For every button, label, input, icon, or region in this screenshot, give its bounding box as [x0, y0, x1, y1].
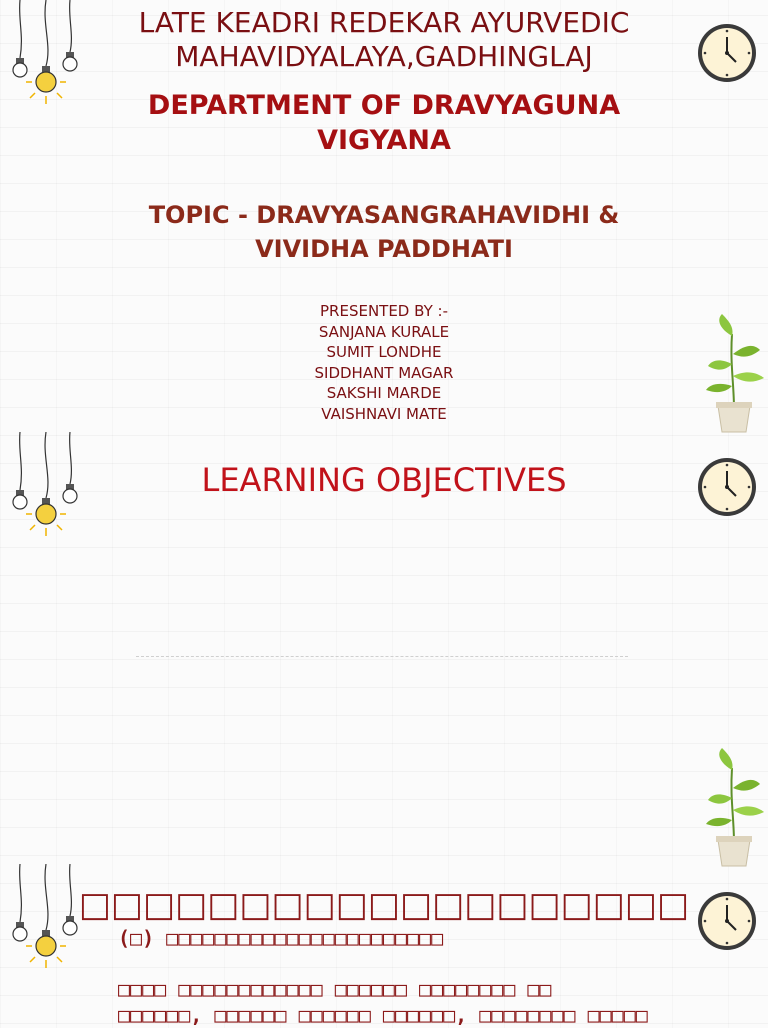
college-name-line-2: MAHAVIDYALAYA,GADHINGLAJ [175, 40, 593, 73]
learning-objectives-slide [0, 432, 768, 864]
topic-line-1: TOPIC - DRAVYASANGRAHAVIDHI & [148, 201, 620, 229]
body-line-1: □□□□ □□□□□□□□□□□□ □□□□□□ □□□□□□□□ □□ [118, 977, 552, 1001]
presenter-name: SAKSHI MARDE [326, 384, 442, 402]
potted-plant-icon [700, 748, 768, 868]
college-name-line-1: LATE KEADRI REDEKAR AYURVEDIC [138, 6, 630, 39]
body-line-2: □□□□□□, □□□□□□ □□□□□□ □□□□□□, □□□□□□□□ □□□□□ [118, 1003, 648, 1027]
college-name [0, 6, 768, 74]
department-title [0, 88, 768, 158]
slide-body [118, 976, 678, 1028]
content-slide [0, 864, 768, 1027]
slide-title: □□□□□□□□□□□□□□□□□□□ [78, 885, 690, 925]
divider [136, 656, 628, 657]
presenter-name: VAISHNAVI MATE [321, 404, 447, 423]
slide-subtitle: (□) □□□□□□□□□□□□□□□□□□□□□□□ [118, 926, 444, 950]
title-slide [0, 0, 768, 432]
department-line-2: VIGYANA [317, 125, 451, 156]
slide-title: LEARNING OBJECTIVES [201, 461, 567, 499]
department-line-1: DEPARTMENT OF DRAVYAGUNA [147, 90, 621, 121]
presenter-name: SANJANA KURALE [318, 322, 450, 341]
presenters-block [0, 301, 768, 424]
topic-title [0, 198, 768, 266]
presenter-name: SIDDHANT MAGAR [314, 363, 454, 382]
presenter-name: SUMIT LONDHE [326, 343, 442, 361]
presented-by-label: PRESENTED BY :- [320, 302, 448, 320]
topic-line-2: VIVIDHA PADDHATI [255, 235, 513, 263]
